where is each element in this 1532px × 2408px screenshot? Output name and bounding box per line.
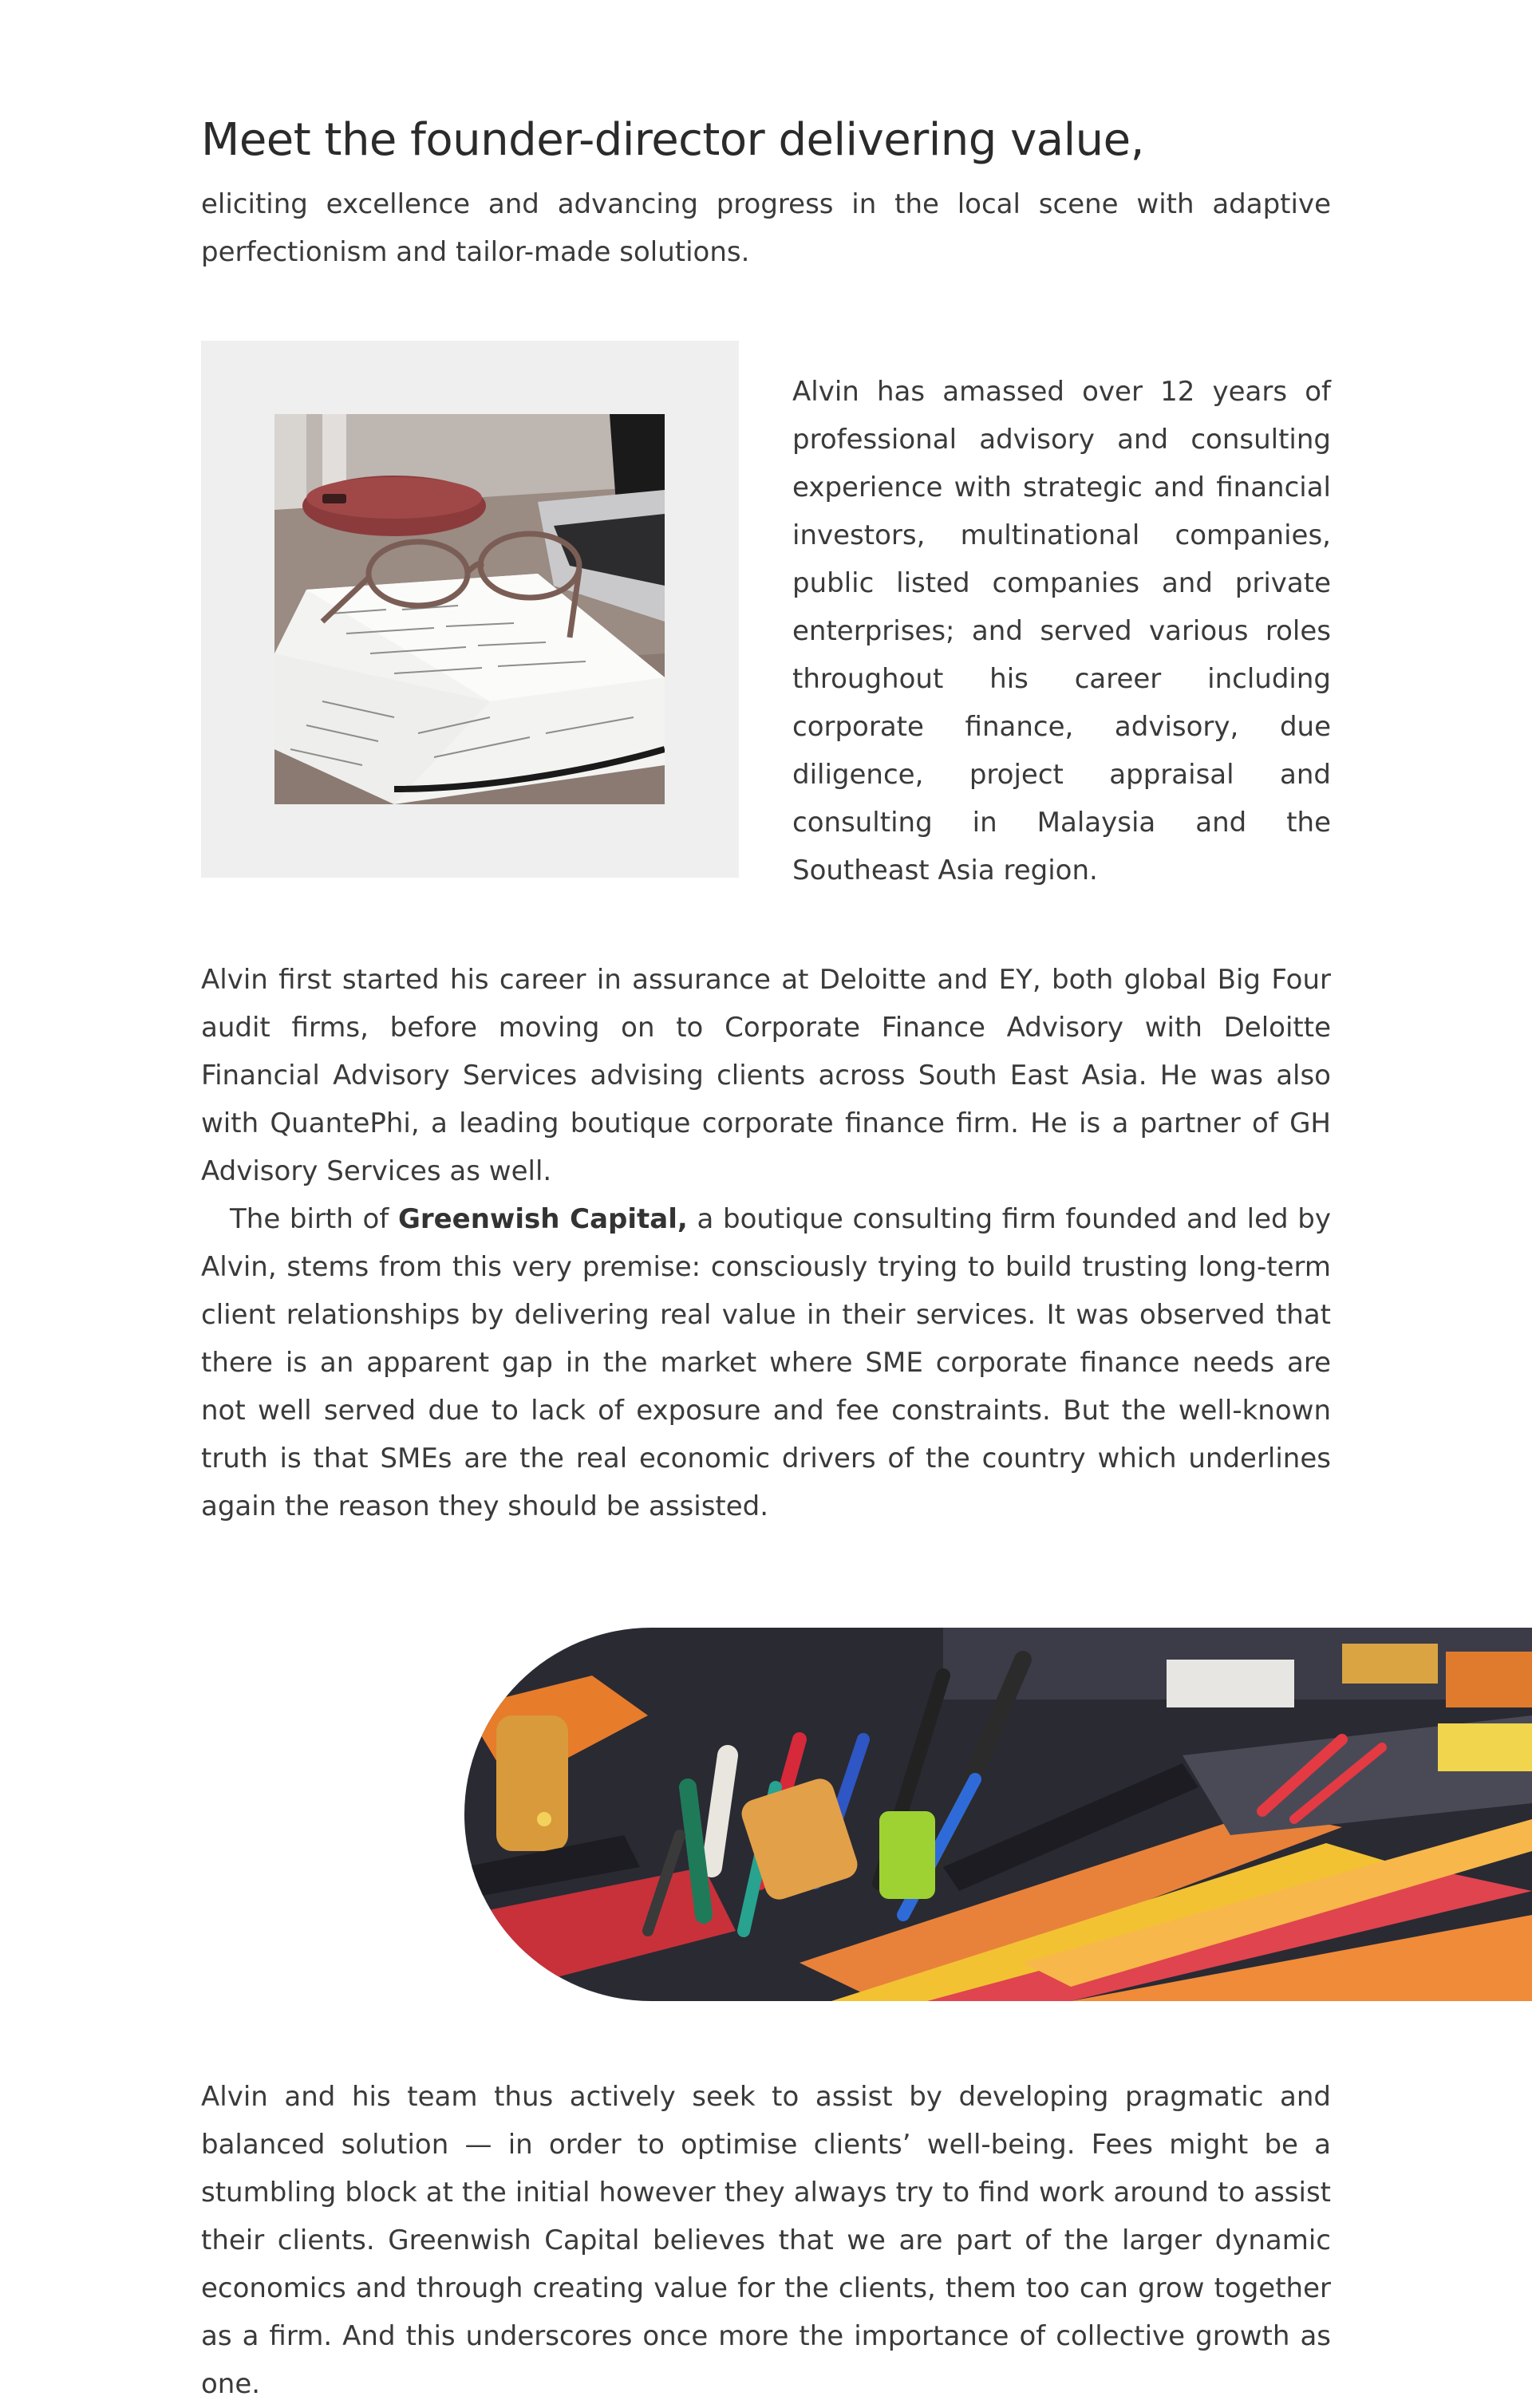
page-title: Meet the founder-director delivering value, (201, 114, 1144, 166)
team-approach-paragraph: Alvin and his team thus actively seek to assist by developing pragmatic and balanced solution — in order to optimise clients’ well-being. Fees might be a stumbling block at the initial however they always try to find work around to assist their clients. Greenwish Capital believes that we are part of the larger dynamic economics and through creating value for the clients, them too can grow together as a firm. And this underscores once more the importance of collective growth as one. (201, 2081, 1331, 2400)
photo-card (201, 341, 739, 878)
stationery-banner-photo (464, 1628, 1532, 2001)
firm-origin-lead: The birth of (230, 1203, 398, 1235)
desk-photo (274, 414, 665, 804)
bio-intro-text: Alvin has amassed over 12 years of professional advisory and consulting experience with strategic and financial investors, multinational companies, public listed companies and private enterprises; and served various roles throughout his career including corporate finance, advisory, due diligence, project appraisal and consulting in Malaysia and the Southeast Asia region. (792, 376, 1331, 886)
firm-origin-paragraph (201, 1195, 1331, 1530)
page-subtitle: eliciting excellence and advancing progress in the local scene with adaptive perfectionism and tailor-made solutions. (201, 188, 1331, 268)
firm-origin-rest: a boutique consulting firm founded and led by Alvin, stems from this very premise: consciously trying to build trusting long-term client relationships by delivering real value in their services. It was observed that there is an apparent gap in the market where SME corporate finance needs are not well served due to lack of exposure and fee constraints. But the well-known truth is that SMEs are the real economic drivers of the country which underlines again the reason they should be assisted. (201, 1203, 1331, 1522)
career-paragraph: Alvin first started his career in assurance at Deloitte and EY, both global Big Four audit firms, before moving on to Corporate Finance Advisory with Deloitte Financial Advisory Services advising clients across South East Asia. He was also with QuantePhi, a leading boutique corporate finance firm. He is a partner of GH Advisory Services as well. (201, 964, 1331, 1187)
brand-name: Greenwish Capital, (397, 1203, 688, 1235)
